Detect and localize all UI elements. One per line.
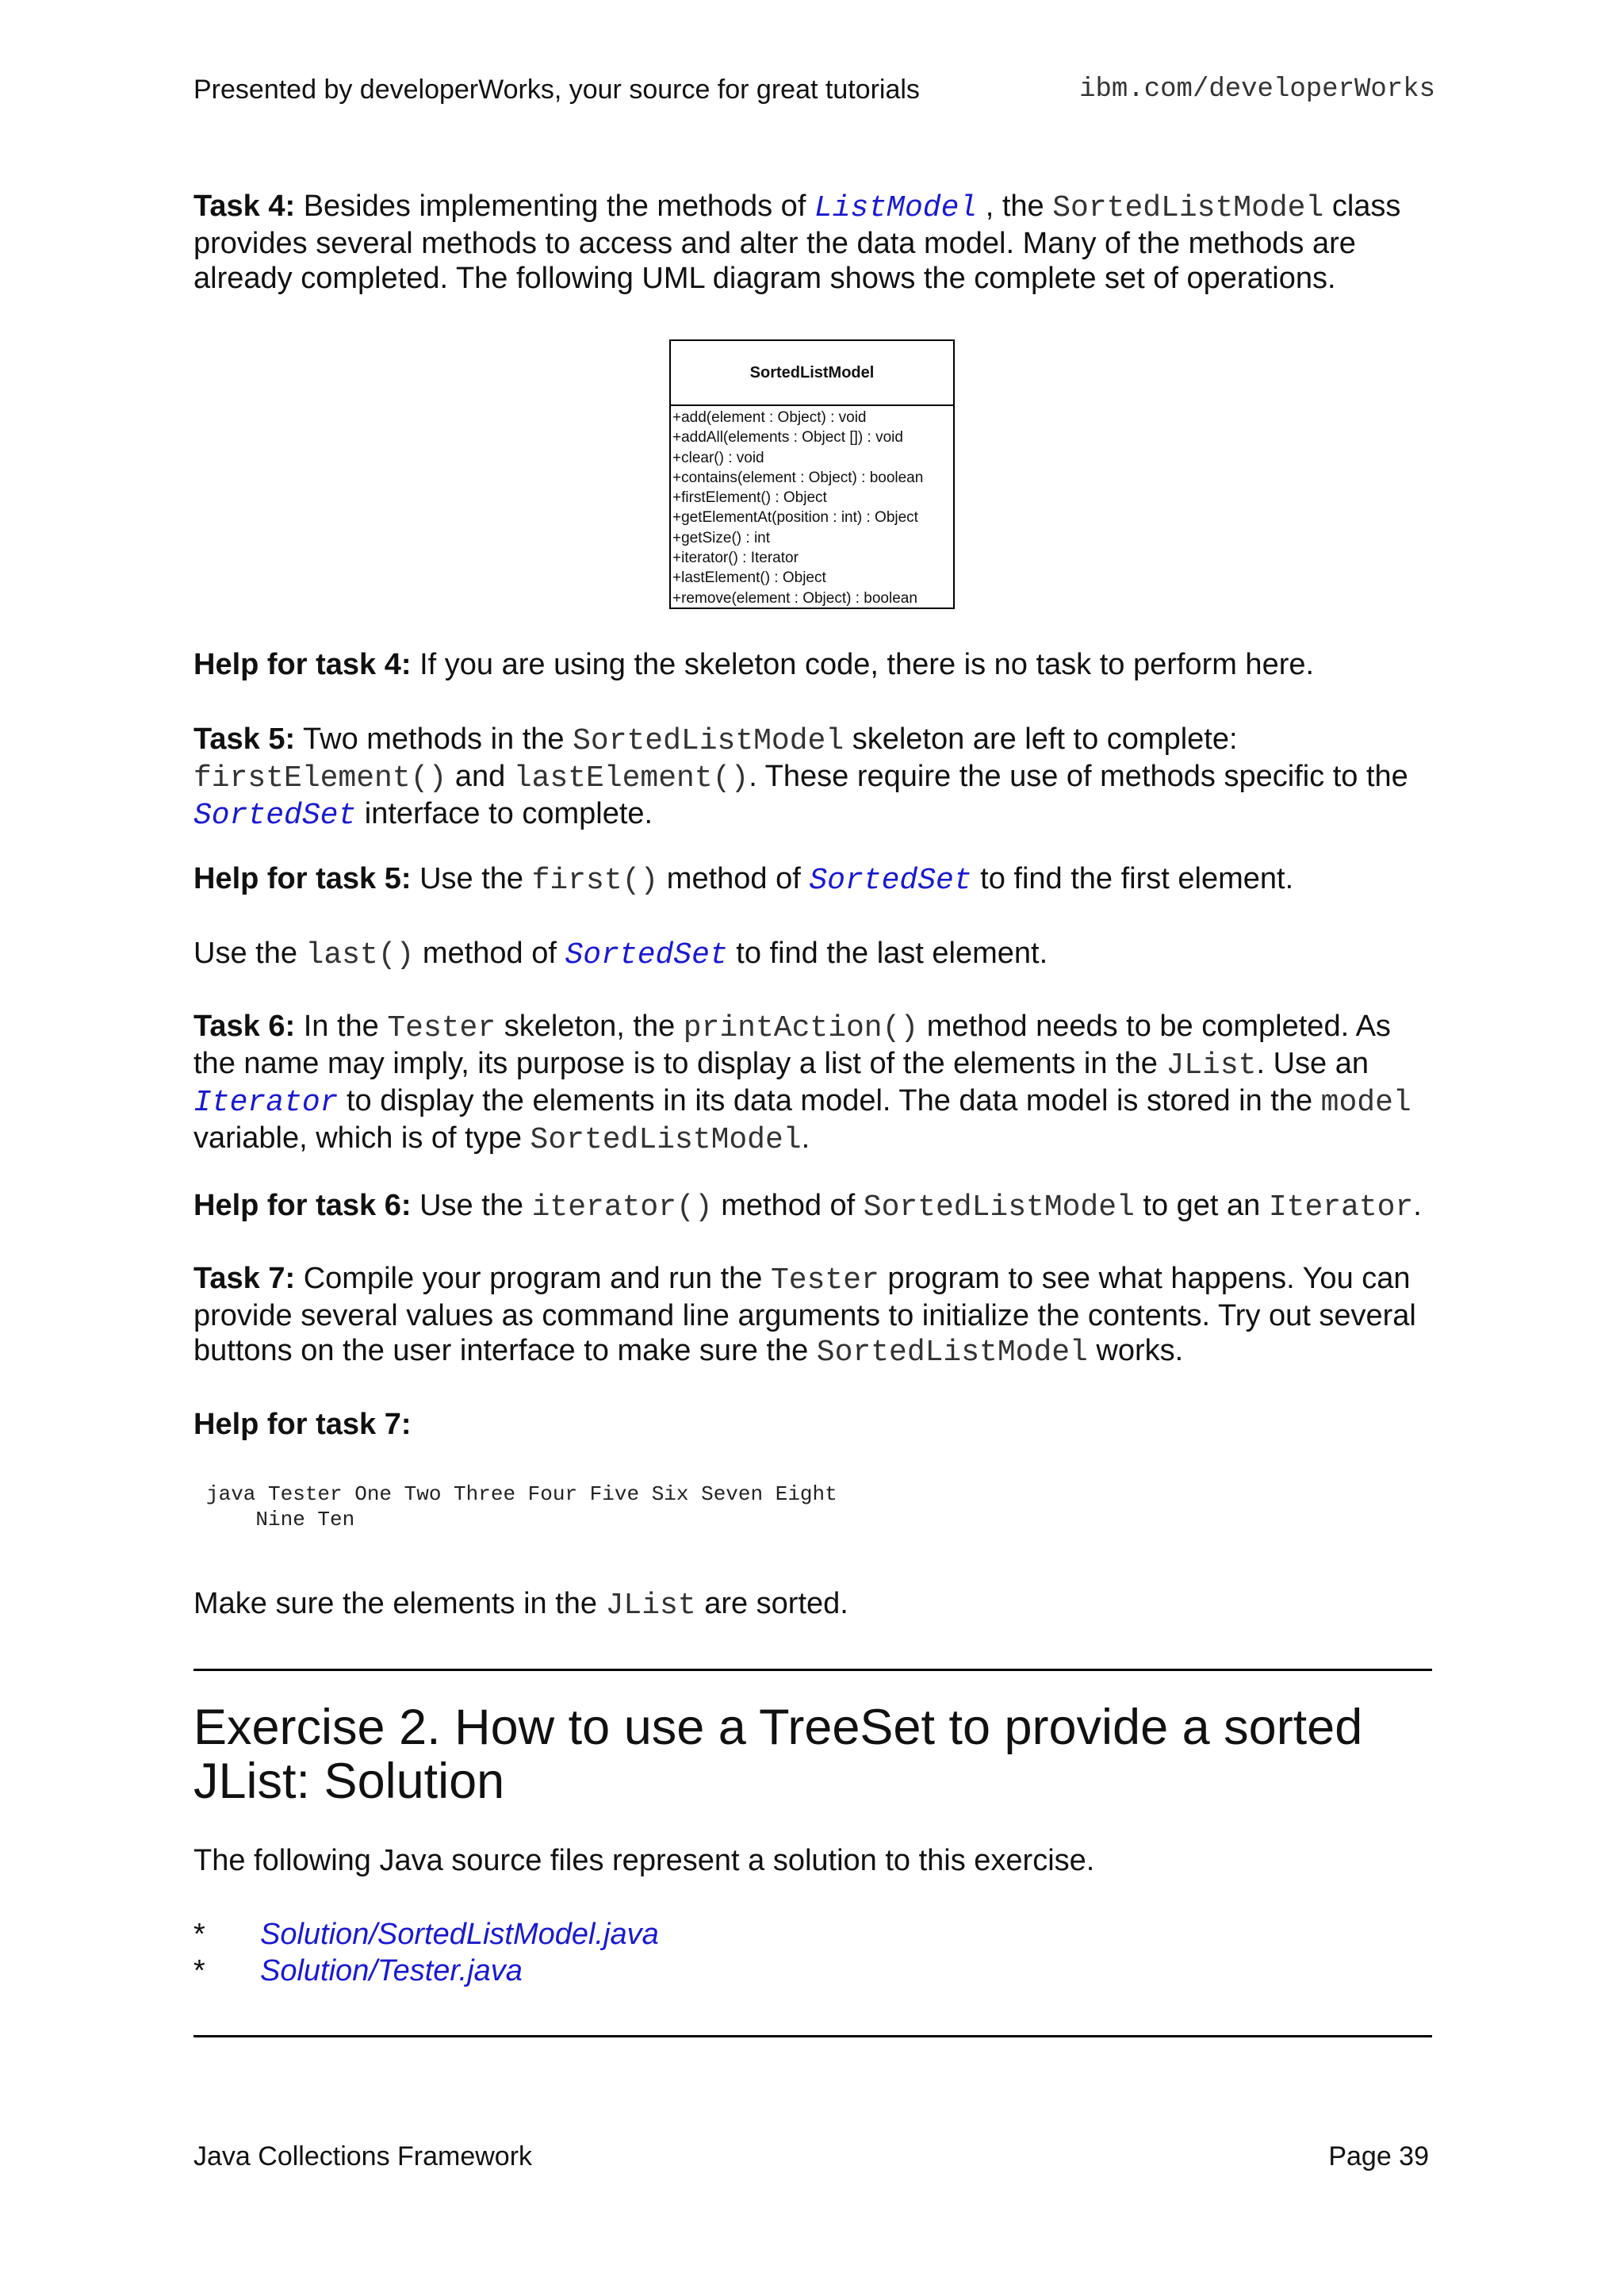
task4-text-1: Besides implementing the methods of [295, 190, 814, 223]
uml-operation: +iterator() : Iterator [672, 550, 799, 567]
file-list-item [193, 1916, 659, 1953]
sortedset-link[interactable]: SortedSet [565, 938, 728, 972]
help5b-text-2: method of [414, 937, 565, 970]
task6-paragraph [193, 1009, 1431, 1158]
task6-text-7: . [801, 1121, 810, 1155]
help5-text-3: to find the first element. [971, 862, 1294, 895]
header-right-url: ibm.com/developerWorks [1079, 75, 1435, 105]
uml-operation: +contains(element : Object) : boolean [672, 469, 924, 486]
task7-code-2: SortedListModel [816, 1336, 1088, 1370]
task5-text-3: and [446, 760, 514, 793]
help4-text: If you are using the skeleton code, there is no task to perform here. [411, 648, 1315, 681]
horizontal-rule [193, 2035, 1432, 2037]
task4-text-2: , the [977, 190, 1053, 223]
help4-paragraph [193, 647, 1431, 682]
task4-paragraph [193, 189, 1431, 296]
help5-text-1: Use the [411, 862, 532, 895]
listmodel-link[interactable]: ListModel [814, 191, 978, 225]
help5-text-2: method of [658, 862, 810, 895]
bullet-marker: * [193, 1918, 205, 1951]
task5-label: Task 5: [193, 723, 296, 756]
help6-text-1: Use the [411, 1189, 532, 1222]
task6-text-3: method needs to be completed. As the name may imply, its purpose is to display a list of the elements in the [193, 1010, 1391, 1080]
task5-code-1: SortedListModel [573, 724, 845, 758]
help5-label: Help for task 5: [193, 862, 412, 895]
sorted-note-text-1: Make sure the elements in the [193, 1587, 606, 1620]
footer-title: Java Collections Framework [193, 2141, 533, 2171]
task7-label: Task 7: [193, 1262, 296, 1295]
help5b-text-3: to find the last element. [727, 937, 1048, 970]
task6-text-2: skeleton, the [496, 1010, 684, 1043]
uml-operation: +addAll(elements : Object []) : void [672, 429, 903, 447]
sorted-note-paragraph [193, 1586, 1431, 1623]
page-number: Page 39 [1328, 2141, 1429, 2171]
uml-operation: +getElementAt(position : int) : Object [672, 509, 918, 527]
uml-operation: +clear() : void [672, 449, 764, 466]
code-line: java Tester One Two Three Four Five Six Seven Eight [206, 1482, 837, 1506]
help6-code-3: Iterator [1268, 1190, 1414, 1225]
iterator-link[interactable]: Iterator [193, 1086, 339, 1120]
help6-code-2: SortedListModel [863, 1190, 1135, 1225]
task5-text-4: . These require the use of methods specific to the [749, 760, 1408, 793]
task6-text-1: In the [295, 1010, 388, 1043]
file-list-item [193, 1953, 523, 1989]
task4-code: SortedListModel [1052, 191, 1324, 225]
section-heading: Exercise 2. How to use a TreeSet to provide a sorted JList: Solution [193, 1700, 1363, 1809]
sortedset-link[interactable]: SortedSet [193, 799, 357, 833]
solution-sortedlistmodel-link[interactable]: Solution/SortedListModel.java [260, 1918, 659, 1951]
help6-label: Help for task 6: [193, 1189, 412, 1222]
uml-class-diagram [669, 339, 955, 609]
sorted-note-code: JList [605, 1589, 696, 1623]
help5-code: first() [531, 864, 659, 898]
task7-code-1: Tester [771, 1263, 879, 1297]
uml-operation: +getSize() : int [672, 529, 771, 546]
task6-code-5: SortedListModel [530, 1123, 802, 1157]
task5-paragraph [193, 722, 1431, 834]
help4-label: Help for task 4: [193, 648, 412, 681]
help5-paragraph [193, 861, 1431, 899]
task4-label: Task 4: [193, 190, 296, 223]
task5-code-2: firstElement() [193, 761, 447, 795]
task7-text-3: works. [1087, 1334, 1184, 1367]
task6-code-1: Tester [387, 1011, 496, 1045]
task6-text-5: to display the elements in its data model. The data model is stored in the [338, 1084, 1321, 1117]
task4-text-3: class provides several methods to access and alter the data model. Many of the methods are already completed. The following UML diagram shows the complete set of operations. [193, 190, 1401, 295]
uml-operations [671, 406, 953, 608]
help6-text-3: to get an [1134, 1189, 1269, 1222]
help5b-text-1: Use the [193, 937, 306, 970]
task7-text-2: program to see what happens. You can provide several values as command line arguments to initialize the contents. Try out several buttons on the user interface to make sure the [193, 1262, 1416, 1367]
task6-code-2: printAction() [683, 1011, 919, 1045]
task6-text-6: variable, which is of type [193, 1121, 530, 1155]
uml-operation: +add(element : Object) : void [672, 409, 867, 426]
uml-class-name: SortedListModel [671, 341, 953, 406]
task5-text-1: Two methods in the [295, 723, 573, 756]
help6-paragraph [193, 1188, 1431, 1225]
bullet-marker: * [193, 1954, 205, 1987]
command-code-block [206, 1481, 837, 1532]
help6-text-4: . [1413, 1189, 1422, 1222]
help7-label: Help for task 7: [193, 1408, 412, 1441]
task6-code-4: model [1320, 1086, 1411, 1120]
help5b-paragraph [193, 936, 1431, 973]
task7-text-1: Compile your program and run the [295, 1262, 771, 1295]
sorted-note-text-2: are sorted. [695, 1587, 848, 1620]
solution-tester-link[interactable]: Solution/Tester.java [260, 1954, 523, 1987]
help5b-code: last() [305, 938, 415, 972]
uml-operation: +firstElement() : Object [672, 489, 827, 507]
task7-paragraph [193, 1261, 1431, 1370]
task5-code-3: lastElement() [513, 761, 749, 795]
help6-text-2: method of [712, 1189, 864, 1222]
task6-label: Task 6: [193, 1010, 296, 1043]
section-intro: The following Java source files represent a solution to this exercise. [193, 1844, 1095, 1877]
uml-operation: +lastElement() : Object [672, 569, 826, 587]
task5-text-2: skeleton are left to complete: [844, 723, 1238, 756]
help7-paragraph [193, 1407, 1431, 1442]
horizontal-rule [193, 1669, 1432, 1671]
header-left-text: Presented by developerWorks, your source for great tutorials [193, 75, 920, 105]
sortedset-link[interactable]: SortedSet [809, 864, 972, 898]
task6-code-3: JList [1166, 1048, 1257, 1083]
code-line: Nine Ten [206, 1508, 355, 1531]
uml-operation: +remove(element : Object) : boolean [672, 589, 917, 607]
task5-text-5: interface to complete. [356, 797, 653, 830]
task6-text-4: . Use an [1256, 1047, 1369, 1080]
help6-code-1: iterator() [531, 1190, 713, 1225]
